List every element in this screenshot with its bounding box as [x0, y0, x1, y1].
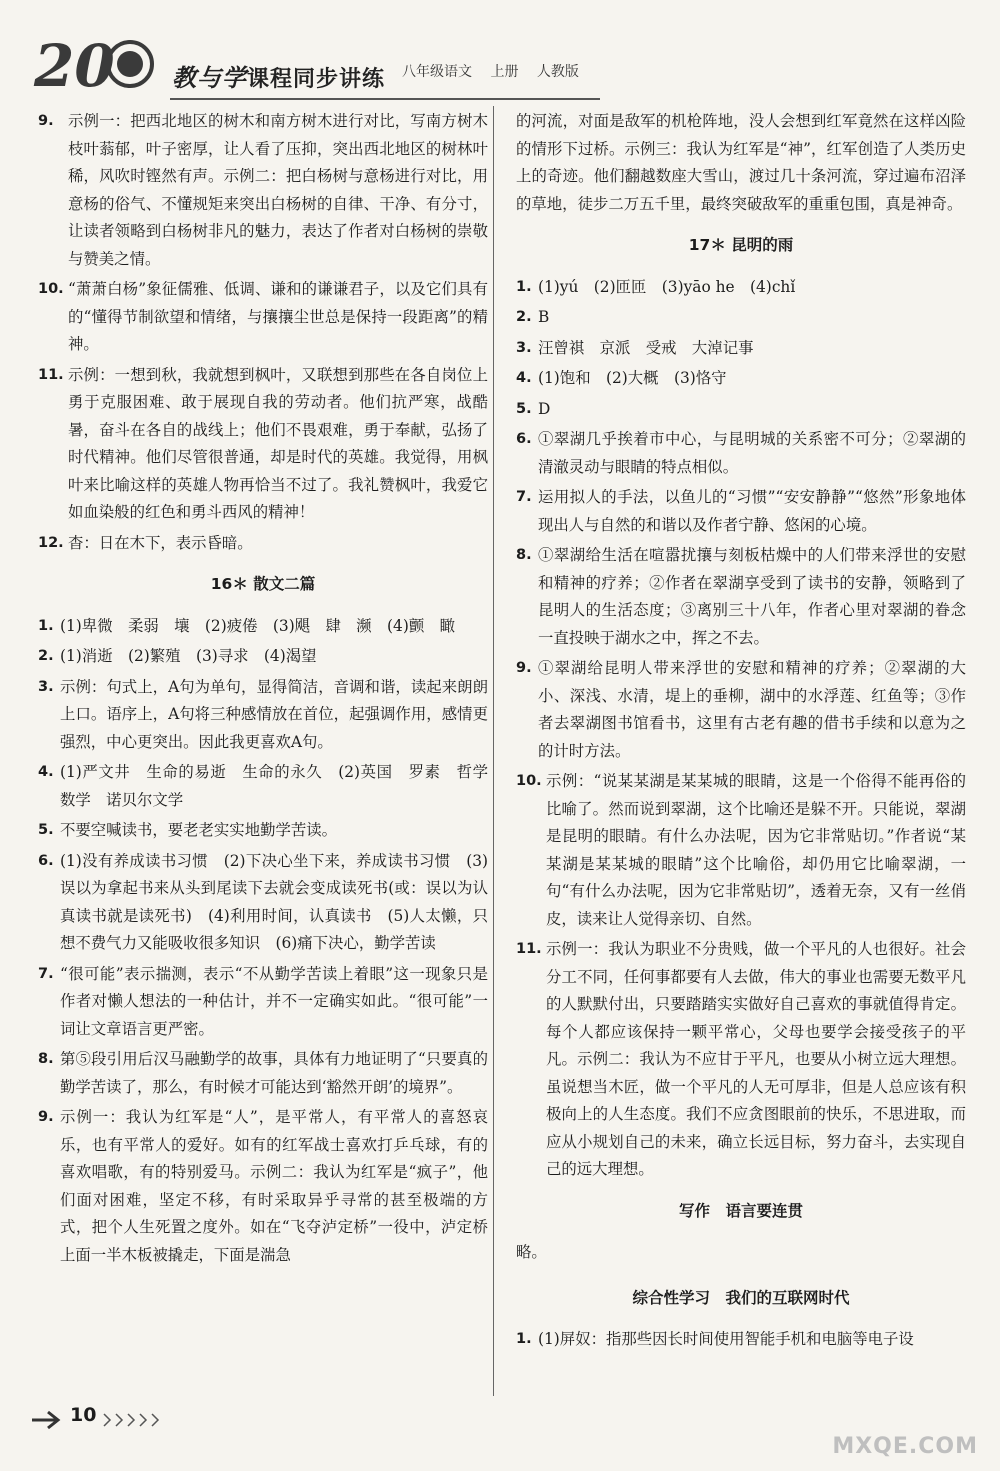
answer-item: 12. 杳：日在木下，表示昏暗。	[38, 533, 253, 552]
answer-item: 5. 不要空喊读书，要老老实实地勤学苦读。	[38, 821, 338, 839]
section-title: 17＊ 昆明的雨	[688, 236, 794, 254]
answer-item: 7. “很可能”表示揣测，表示“不从勤学苦读上着眼”这一现象只是作者对懒人想法的一种估计，并不一定确实如此。“很可能”一词让文章语言更严密。	[38, 964, 488, 1038]
page-header	[30, 30, 990, 102]
section-title: 16＊ 散文二篇	[210, 575, 316, 593]
column-divider	[493, 106, 494, 1396]
answer-item: 8. 第⑤段引用后汉马融勤学的故事，具体有力地证明了“只要真的勤学苦读了，那么，有时候才可能达到‘豁然开朗’的境界”。	[38, 1050, 488, 1096]
answer-item: 9. 示例一：把西北地区的树木和南方树木进行对比，写南方树木枝叶蓊郁，叶子密厚，让人看了压抑，突出西北地区的树林叶稀，风吹时铿然有声。示例二：把白杨树与意杨进行对比，用意杨的俗气、不懂规矩来突出白杨树的自律、干净、有分寸，让读者领略到白杨树非凡的魅力，表达了作者对白杨树的崇敬与赞美之情。	[38, 112, 488, 268]
answer-item: 11. 示例：一想到秋，我就想到枫叶，又联想到那些在各自岗位上勇于克服困难、敢于展现自我的劳动者。他们抗严寒，战酷暑，奋斗在各自的战线上；他们不畏艰难，勇于奉献，弘扬了时代精神。他们尽管很普通，却是时代的英雄。我觉得，用枫叶来比喻这样的英雄人物再恰当不过了。我礼赞枫叶，我爱它如血染般的红色和勇斗西风的精神！	[38, 365, 488, 521]
section-title: 写作 语言要连贯	[678, 1201, 803, 1220]
answer-item: 5. D	[516, 399, 551, 418]
volume-label: 上册	[490, 64, 519, 80]
writing-answer: 略。	[516, 1243, 547, 1261]
section-title: 综合性学习 我们的互联网时代	[632, 1288, 850, 1307]
answer-item: 10. “萧萧白杨”象征儒雅、低调、谦和的谦谦君子，以及它们具有的“懂得节制欲望和情绪，与攘攘尘世总是保持一段距离”的精神。	[38, 280, 488, 353]
right-column	[516, 108, 966, 1357]
answer-item: 8. ①翠湖给生活在喧嚣扰攘与刻板枯燥中的人们带来浮世的安慰和精神的疗养；②作者在翠湖享受到了读书的安静，领略到了昆明人的生活态度；③离别三十八年，作者心里对翠湖的眷念一直投映于湖水之中，挥之不去。	[516, 546, 966, 647]
arrow-icon	[30, 1406, 66, 1436]
answer-item: 1. (1)卑微 柔弱 壤 (2)疲倦 (3)飓 肆 濒 (4)颤 瞰	[38, 616, 456, 635]
answer-item: 9. 示例一：我认为红军是“人”，是平常人，有平常人的喜怒哀乐，也有平常人的爱好。如有的红军战士喜欢打乒乓球，有的喜欢唱歌，有的特别爱马。示例二：我认为红军是“疯子”，他们面对困难，坚定不移，有时采取异乎寻常的甚至极端的方式，把个人生死置之度外。如在“飞夺泸定桥”一役中，泸定桥上面一半木板被撬走，下面是湍急	[38, 1108, 488, 1264]
answer-item: 6. (1)没有养成读书习惯 (2)下决心坐下来，养成读书习惯 (3)误以为拿起书来从头到尾读下去就会变成读死书(或：误以为认真读书就是读死书) (4)利用时间，认真读书 (5)人太懒，只想不费气力又能吸收很多知识 (6)痛下决心，勤学苦读	[38, 851, 488, 952]
header-rule	[170, 98, 600, 100]
page-number: 10	[70, 1404, 97, 1426]
answer-continuation: 的河流，对面是敌军的机枪阵地，没人会想到红军竟然在这样凶险的情形下过桥。示例三：我认为红军是“神”，红军创造了人类历史上的奇迹。他们翻越数座大雪山，渡过几十条河流，穿过遍布沼泽的草地，徒步二万五千里，最终突破敌军的重重包围，真是神奇。	[516, 112, 966, 213]
answer-item: 3. 示例：句式上，A句为单句，显得简洁，音调和谐，读起来朗朗上口。语序上，A句将三种感情放在首位，起强调作用，感情更强烈，中心更突出。因此我更喜欢A句。	[38, 677, 488, 751]
answer-item: 1. (1)屏奴：指那些因长时间使用智能手机和电脑等电子设	[516, 1330, 914, 1348]
answer-item: 6. ①翠湖几乎挨着市中心，与昆明城的关系密不可分；②翠湖的清澈灵动与眼睛的特点相似。	[516, 430, 966, 476]
series-logo-icon	[30, 30, 170, 100]
watermark-site: MXQE.COM	[832, 1434, 978, 1459]
answer-item: 3. 汪曾祺 京派 受戒 大淖记事	[516, 338, 754, 357]
answer-item: 7. 运用拟人的手法，以鱼儿的“习惯”“安安静静”“悠然”形象地体现出人与自然的和谐以及作者宁静、悠闲的心境。	[516, 488, 966, 534]
answer-item: 4. (1)饱和 (2)大概 (3)恪守	[516, 369, 727, 387]
edition-label: 人教版	[536, 64, 579, 80]
book-info	[402, 61, 593, 81]
answer-item: 2. B	[516, 308, 550, 326]
grade-label: 八年级语文	[402, 64, 472, 80]
answer-item: 11. 示例一：我认为职业不分贵贱，做一个平凡的人也很好。社会分工不同，任何事都要有人去做，伟大的事业也需要无数平凡的人默默付出，只要踏踏实实做好自己喜欢的事就值得肯定。每个人都应该保持一颗平常心，父母也要学会接受孩子的平凡。示例二：我认为不应甘于平凡，也要从小树立远大理想。虽说想当木匠，做一个平凡的人无可厚非，但是人总应该有积极向上的人生态度。我们不应贪图眼前的快乐，不思进取，而应从小规划自己的未来，确立长远目标，努力奋斗，去实现自己的远大理想。	[516, 940, 966, 1178]
answer-item: 2. (1)消逝 (2)繁殖 (3)寻求 (4)渴望	[38, 647, 317, 665]
answer-item: 1. (1)yú (2)匝匝 (3)yāo he (4)chǐ	[516, 277, 796, 296]
page-footer	[30, 1400, 170, 1434]
brand-title: 教与学课程同步讲练	[172, 64, 386, 92]
answer-item: 9. ①翠湖给昆明人带来浮世的安慰和精神的疗养；②翠湖的大小、深浅、水清，堤上的垂柳，湖中的水浮莲、红鱼等；③作者去翠湖图书馆看书，这里有古老有趣的借书手续和以意为之的计时方法。	[516, 659, 966, 760]
left-column	[38, 108, 504, 1272]
answer-item: 4. (1)严文井 生命的易逝 生命的永久 (2)英国 罗素 哲学 数学 诺贝尔文学	[38, 763, 504, 809]
chevrons-decoration-icon	[102, 1410, 172, 1430]
answer-item: 10. 示例：“说某某湖是某某城的眼睛，这是一个俗得不能再俗的比喻了。然而说到翠湖，这个比喻还是躲不开。只能说，翠湖是昆明的眼睛。有什么办法呢，因为它非常贴切。”作者说“某某湖是某某城的眼睛”这个比喻俗，却仍用它比喻翠湖，一句“有什么办法呢，因为它非常贴切”，透着无奈，又有一丝俏皮，读来让人觉得亲切、自然。	[516, 772, 966, 928]
svg-text:20: 20	[34, 32, 115, 100]
